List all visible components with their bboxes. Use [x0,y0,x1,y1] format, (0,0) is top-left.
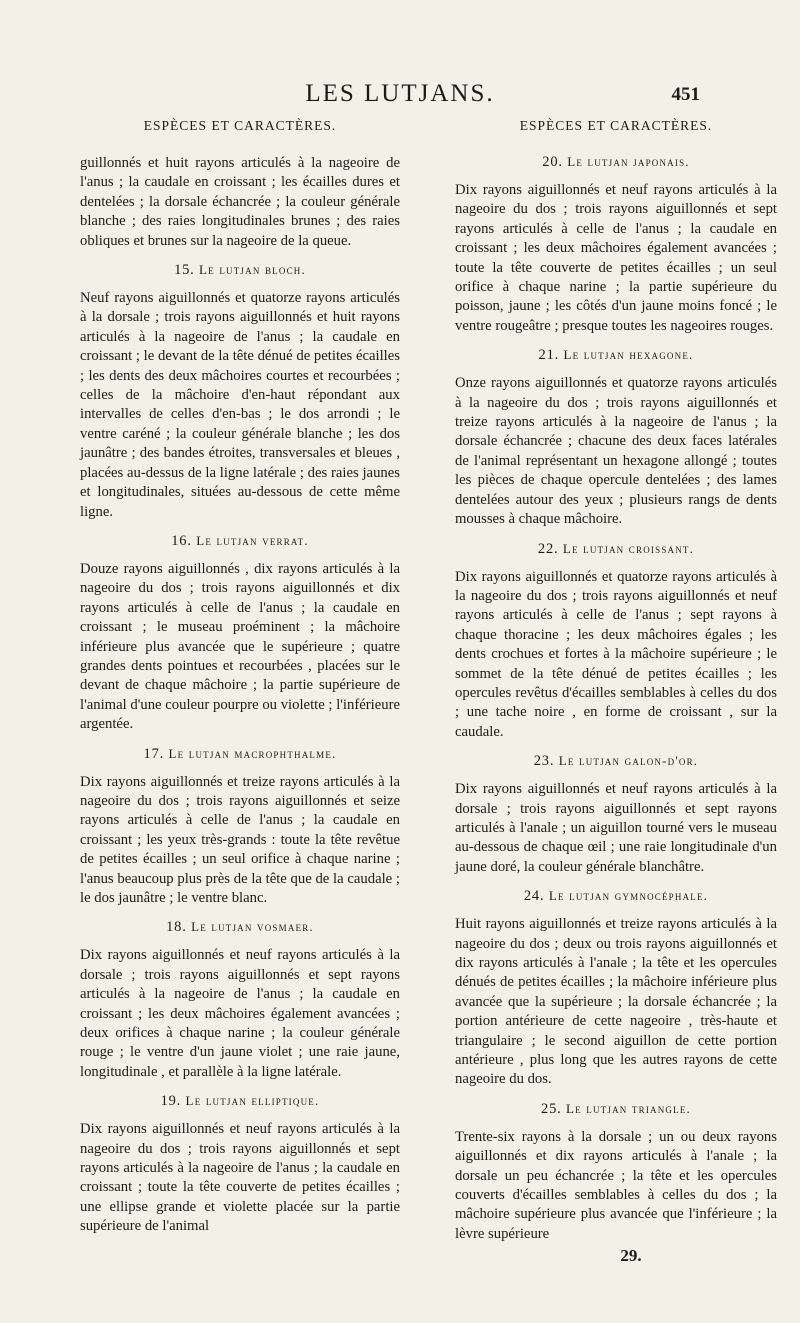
entry-number: 18. [166,919,187,936]
entry-number: 21. [538,347,560,364]
entry-heading [80,1093,400,1110]
entry-heading [455,154,777,171]
left-column-heading: ESPÈCES ET CARACTÈRES. [143,118,337,133]
entry-name: Le lutjan verrat. [196,532,309,548]
right-column-heading: ESPÈCES ET CARACTÈRES. [519,118,713,133]
intro-paragraph: guillonnés et huit rayons articulés à la nageoire de l'anus ; la caudale en croissant ; les écailles dures et dentelées ; la dorsale échancrée ; la couleur générale blanche ; des raies longitudinales brunes ; des raies obliques et brunes sur la nageoire de la queue. [80,155,400,249]
entry-heading [80,919,400,936]
entry-text: Douze rayons aiguillonnés , dix rayons articulés à la nageoire du dos ; trois rayons aiguillonnés et dix rayons articulés à celle de l'anus ; la caudale en croissant ; le museau proéminent ; la mâchoire inférieure plus avancée que le supérieure ; quatre grandes dents pointues et recourbées , placées sur le devant de chaque mâchoire ; la partie supérieure de l'animal d'une couleur pourpre ou violette ; l'inférieure argentée. [80,560,400,733]
entry-name: Le lutjan macrophthalme. [168,745,337,761]
entry-text: Dix rayons aiguillonnés et neuf rayons articulés à la nageoire du dos ; trois rayons aiguillonnés et sept rayons articulés à celle de l'anus ; la caudale en croissant ; les deux mâchoires également avancées ; toute la tête couverte de petites écailles ; un seul orifice à chaque narine ; la partie supérieure du poisson, jaune ; les côtés d'un jaune moins foncé ; le ventre rougeâtre ; presque toutes les nageoires rouges. [455,182,777,334]
entry-number: 22. [537,540,559,557]
entry-text: Trente-six rayons à la dorsale ; un ou deux rayons aiguillonnés et dix rayons articulés à l'anale ; la dorsale un peu échancrée ; la tête et les opercules couverts d'écailles semblables à celles du dos ; la mâchoire supérieure plus avancée que l'inférieure ; la lèvre supérieure [455,1128,777,1242]
entry-heading [455,347,777,364]
entry-heading [455,753,777,770]
entry-name: Le lutjan elliptique. [185,1093,320,1109]
entry-text: Huit rayons aiguillonnés et treize rayons articulés à la nageoire du dos ; deux ou trois rayons aiguillonnés et dix rayons articulés à l'anale ; la tête et les opercules dénués de petites écailles ; la mâchoire inférieure plus avancée que la supérieure ; la dorsale échancrée ; la portion antérieure de cette nageoire , très-haute et triangulaire ; le second aiguillon de cette portion antérieure , plus long que les autres rayons de cette nageoire du dos. [455,916,777,1088]
entry-heading [80,533,400,550]
entry-name: Le lutjan vosmaer. [191,919,314,935]
entry-number: 17. [143,745,165,762]
entry-number: 20. [542,154,563,170]
entry-number: 19. [160,1093,182,1110]
entry-heading [80,746,400,763]
entry-number: 23. [533,753,555,770]
entry-number: 15. [174,262,195,279]
entry-name: Le lutjan bloch. [199,262,306,278]
entry-text: Dix rayons aiguillonnés et quatorze rayons articulés à la nageoire du dos ; trois rayons aiguillonnés et neuf rayons articulés à celle de l'anus ; sept rayons à chaque thoracine ; les deux mâchoires égales ; les dents crochues et fortes à la mâchoire supérieure ; le sommet de la tête dénué de petites écailles ; les opercules revêtus d'écailles semblables à celles du dos ; une tache noire , en forme de croissant , sur la caudale. [455,568,777,740]
entry-name: Le lutjan gymnocéphale. [548,888,709,904]
right-column [455,118,777,1266]
running-title: LES LUTJANS. [305,80,495,107]
entry-number: 25. [541,1100,562,1117]
entry-name: Le lutjan croissant. [562,540,695,556]
entry-heading [80,262,400,279]
entry-text: Onze rayons aiguillonnés et quatorze rayons articulés à la nageoire du dos ; trois rayons aiguillonnés et treize rayons articulés à la nageoire de l'anus ; la dorsale échancrée ; chacune des deux faces latérales de l'animal représentant un hexagone allongé ; toutes les pièces de chaque opercule dentelées ; des lames dentelées autour des yeux ; plusieurs rangs de dents mousses à chaque mâchoire. [455,375,777,528]
entry-text: Neuf rayons aiguillonnés et quatorze rayons articulés à la dorsale ; trois rayons aiguillonnés et huit rayons articulés à la nageoire de l'anus ; la caudale en croissant ; le devant de la tête dénué de petites écailles ; les dents des deux mâchoires courtes et recourbées ; celles de la mâchoire d'en-haut répondant aux intervalles de celles d'en-bas ; le dos arrondi ; le ventre caréné ; la couleur générale blanche ; les dos jaunâtre ; des bandes étroites, transversales et bleues , placées au-dessus de la ligne latérale ; des raies jaunes et longitudinales, situées au-dessous de cette même ligne. [80,290,400,520]
entry-text: Dix rayons aiguillonnés et neuf rayons articulés à la nageoire du dos ; trois rayons aiguillonnés et sept rayons articulés à la nageoire de l'anus ; la caudale en croissant ; toute la tête couverte de petites écailles ; une ellipse grande et violette placée sur la partie supérieure de l'animal [80,1121,400,1235]
entry-number: 24. [523,888,545,905]
entry-text: Dix rayons aiguillonnés et neuf rayons articulés à la dorsale ; trois rayons aiguillonnés et sept rayons articulés à la nageoire de l'anus ; la caudale en croissant ; les deux mâchoires également avancées ; deux orifices à chaque narine ; la couleur générale rouge ; le ventre d'un jaune violet ; une raie jaune, longitudinale , et parallèle à la ligne latérale. [80,947,400,1080]
entry-heading [455,1101,777,1118]
signature-mark: 29. [620,1246,642,1266]
entry-heading [455,888,777,905]
entry-text: Dix rayons aiguillonnés et neuf rayons articulés à la dorsale ; trois rayons aiguillonnés et sept rayons articulés à l'anale ; un aiguillon tourné vers le museau au-dessous de chaque œil ; une raie longitudinale d'un jaune doré, la couleur générale blanchâtre. [455,781,777,875]
entry-name: Le lutjan galon-d'or. [558,753,699,769]
page-number: 451 [671,84,700,105]
entry-heading [455,541,777,558]
entry-text: Dix rayons aiguillonnés et treize rayons articulés à la nageoire du dos ; trois rayons aiguillonnés et seize rayons articulés à celle de l'anus ; la caudale en croissant ; les yeux très-grands : toute la tête revêtue de petites écailles ; un seul orifice à chaque narine ; l'anus beaucoup plus près de la tête que de la caudale ; le dos jaunâtre ; le ventre blanc. [80,773,400,906]
entry-name: Le lutjan triangle. [565,1100,691,1116]
entry-number: 16. [171,532,192,549]
entry-name: Le lutjan japonais. [567,154,690,169]
running-head [0,80,800,110]
entry-name: Le lutjan hexagone. [563,347,694,363]
left-column [80,118,400,1237]
